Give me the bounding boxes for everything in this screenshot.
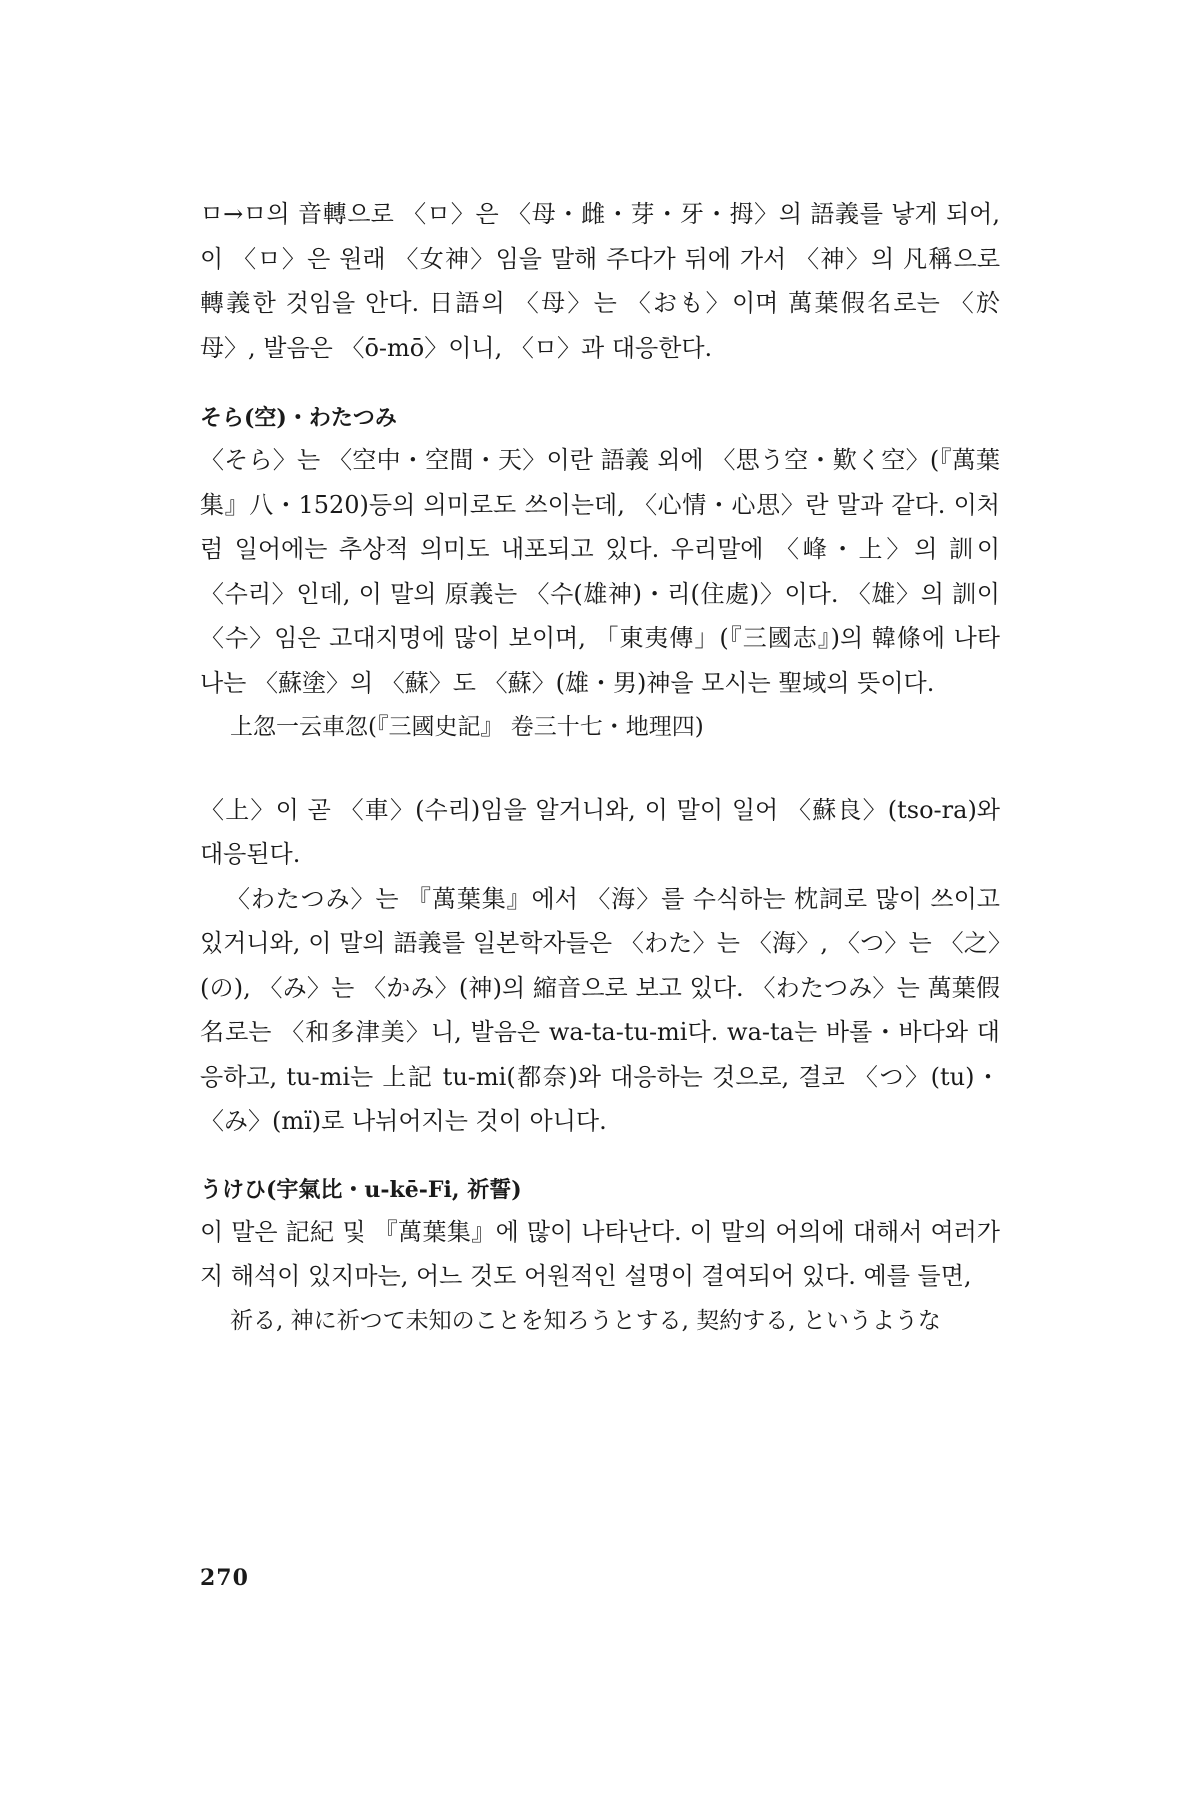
paragraph-sora-correspondence: 〈上〉이 곧 〈車〉(수리)임을 알거니와, 이 말이 일어 〈蘇良〉(tso-ra)와 대응된다. bbox=[200, 795, 1000, 868]
section-heading-ukehi: うけひ(宇氣比・u-kē-Fi, 祈誓) bbox=[200, 1176, 522, 1203]
text-column bbox=[200, 192, 1000, 1343]
paragraph-intro: ㅁ→ㅁ의 音轉으로 〈ㅁ〉은 〈母・雌・芽・牙・拇〉의 語義를 낳게 되어, 이 〈ㅁ〉은 원래 〈女神〉임을 말해 주다가 뒤에 가서 〈神〉의 凡稱으로 轉義한 것임을 안다. 日語의 〈母〉는 〈おも〉이며 萬葉假名로는 〈於母〉, 발음은 〈ō-mō〉이니, 〈ㅁ〉과 대응한다. bbox=[200, 200, 1000, 362]
paragraph-watatsumi: 〈わたつみ〉는 『萬葉集』에서 〈海〉를 수식하는 枕詞로 많이 쓰이고 있거니와, 이 말의 語義를 일본학자들은 〈わた〉는 〈海〉, 〈つ〉는 〈之〉(の), 〈み〉는 〈かみ〉(神)의 縮音으로 보고 있다. 〈わたつみ〉는 萬葉假名로는 〈和多津美〉니, 발음은 wa-ta-tu-mi다. wa-ta는 바롤・바다와 대응하고, tu-mi는 上記 tu-mi(都奈)와 대응하는 것으로, 결코 〈つ〉(tu)・〈み〉(mï)로 나뉘어지는 것이 아니다. bbox=[200, 884, 1000, 1135]
quotation-samguk-sagi: 上忽一云車忽(『三國史記』 卷三十七・地理四) bbox=[230, 714, 704, 740]
quotation-japanese-definition: 祈る, 神に祈つて未知のことを知ろうとする, 契約する, というような bbox=[230, 1307, 941, 1334]
page-number: 270 bbox=[200, 1565, 249, 1591]
paragraph-ukehi: 이 말은 記紀 및 『萬葉集』에 많이 나타난다. 이 말의 어의에 대해서 여러가지 해석이 있지마는, 어느 것도 어원적인 설명이 결여되어 있다. 예를 들면, bbox=[200, 1217, 1000, 1290]
section-heading-sora: そら(空)・わたつみ bbox=[200, 405, 397, 431]
paragraph-sora: 〈そら〉는 〈空中・空間・天〉이란 語義 외에 〈思う空・歎く空〉(『萬葉集』八・1520)등의 의미로도 쓰이는데, 〈心情・心思〉란 말과 같다. 이처럼 일어에는 추상적 의미도 내포되고 있다. 우리말에 〈峰・上〉의 訓이 〈수리〉인데, 이 말의 原義는 〈수(雄神)・리(住處)〉이다. 〈雄〉의 訓이 〈수〉임은 고대지명에 많이 보이며, 「東夷傳」(『三國志』)의 韓條에 나타나는 〈蘇塗〉의 〈蘇〉도 〈蘇〉(雄・男)神을 모시는 聖域의 뜻이다. bbox=[200, 446, 1000, 697]
